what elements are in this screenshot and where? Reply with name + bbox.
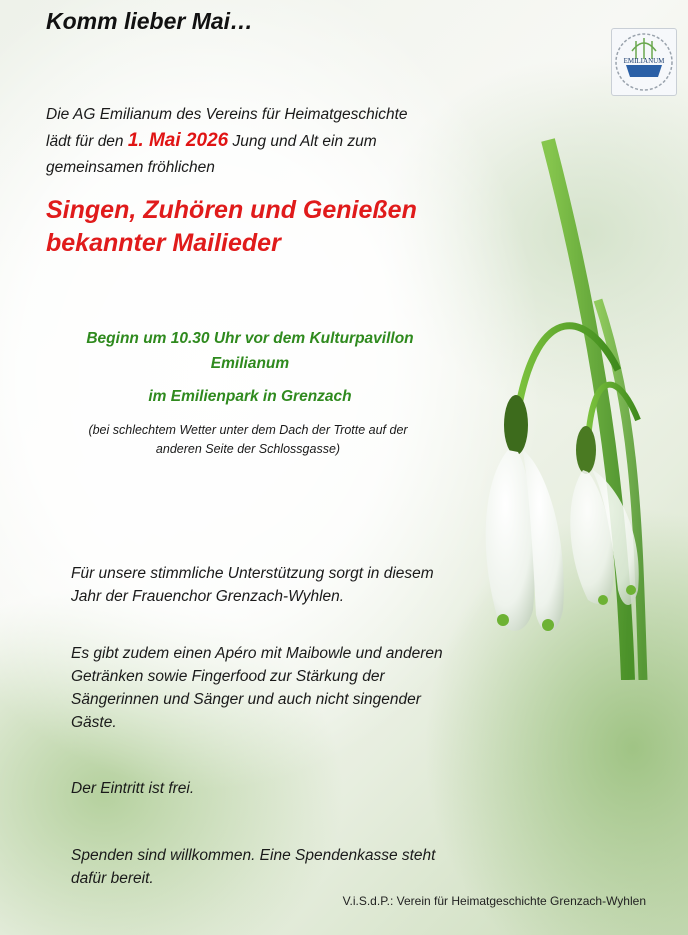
logo-text: EMILIANUM — [623, 57, 665, 65]
intro-line-1: Die AG Emilianum des Vereins für Heimatgeschichte — [46, 106, 408, 123]
intro-line-3: gemeinsamen fröhlichen — [46, 159, 215, 176]
apero-paragraph — [71, 642, 491, 734]
choir-line-2: Jahr der Frauenchor Grenzach-Wyhlen. — [71, 588, 345, 605]
apero-line-3: Sängerinnen und Sänger und auch nicht singender — [71, 691, 421, 708]
event-start — [60, 326, 440, 376]
intro-line-2-pre: lädt für den — [46, 133, 128, 150]
event-start-line-2: Emilianum — [210, 355, 290, 372]
event-start-line-1: Beginn um 10.30 Uhr vor dem Kulturpavillon — [86, 330, 414, 347]
page-title: Komm lieber Mai… — [46, 8, 254, 34]
headline-line-2: bekannter Mailieder — [46, 229, 281, 257]
choir-line-1: Für unsere stimmliche Unterstützung sorgt in diesem — [71, 565, 434, 582]
intro-line-2-post: Jung und Alt ein zum — [228, 133, 377, 150]
intro-line-2 — [46, 128, 466, 155]
donation-line-1: Spenden sind willkommen. Eine Spendenkasse steht — [71, 847, 436, 864]
weather-note-line-2: anderen Seite der Schlossgasse) — [155, 442, 341, 456]
apero-line-2: Getränken sowie Fingerfood zur Stärkung der — [71, 668, 385, 685]
donation-line-2: dafür bereit. — [71, 870, 154, 887]
entry-paragraph: Der Eintritt ist frei. — [71, 780, 195, 797]
apero-line-4: Gäste. — [71, 714, 117, 731]
weather-note-line-1: (bei schlechtem Wetter unter dem Dach der Trotte auf der — [88, 423, 408, 437]
weather-note — [48, 421, 448, 459]
emilianum-logo — [611, 28, 677, 96]
apero-line-1: Es gibt zudem einen Apéro mit Maibowle und anderen — [71, 645, 443, 662]
visdp-footer: V.i.S.d.P.: Verein für Heimatgeschichte Grenzach-Wyhlen — [342, 894, 646, 908]
choir-paragraph — [71, 562, 491, 608]
headline-line-1: Singen, Zuhören und Genießen — [46, 196, 417, 224]
headline — [46, 194, 466, 260]
intro-text — [46, 102, 466, 181]
donation-paragraph — [71, 844, 491, 890]
emilianum-logo-icon — [612, 29, 676, 95]
event-date: 1. Mai 2026 — [127, 130, 229, 151]
event-location: im Emilienpark in Grenzach — [148, 388, 352, 405]
